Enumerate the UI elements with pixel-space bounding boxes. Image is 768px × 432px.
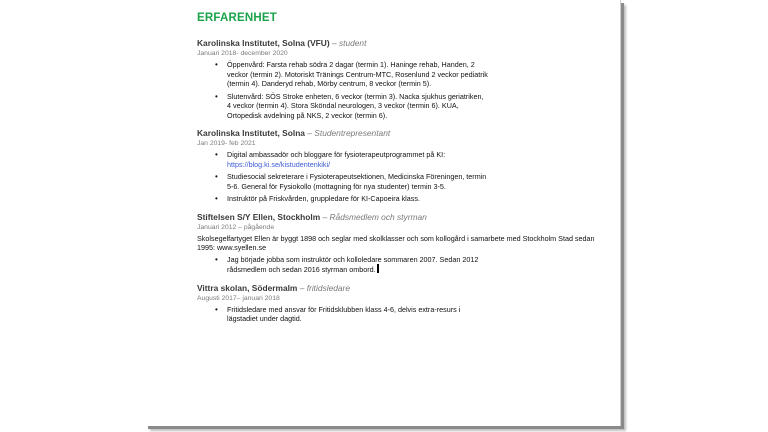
entry-heading bbox=[197, 38, 597, 49]
entry-dates: Januari 2018- december 2020 bbox=[197, 50, 288, 57]
entry-heading bbox=[197, 128, 597, 139]
list-item: • Instruktör på Friskvården, gruppledare för KI-Capoeira klass. bbox=[197, 194, 489, 204]
entry-organization: Karolinska Institutet, Solna bbox=[197, 128, 305, 138]
entry-bullet-list bbox=[197, 60, 597, 120]
entry-organization: Karolinska Institutet, Solna (VFU) bbox=[197, 38, 330, 48]
entry-dates: Augusti 2017– januari 2018 bbox=[197, 294, 280, 302]
experience-entry bbox=[197, 38, 597, 120]
list-item bbox=[197, 150, 489, 169]
entry-bullet-list bbox=[197, 305, 597, 324]
entry-bullet-list bbox=[197, 150, 597, 204]
experience-entry bbox=[197, 128, 597, 204]
experience-entry bbox=[197, 212, 597, 275]
entry-bullet-list bbox=[197, 255, 597, 275]
blog-link[interactable]: https://blog.ki.se/kistudentenkiki/ bbox=[227, 159, 331, 169]
entry-description: Skolsegelfartyget Ellen är byggt 1898 och seglar med skolklasser och som kollogård i samarbete med Stockholm Stad sedan 1995: www.syellen.se bbox=[197, 233, 595, 252]
bullet-text: Jag började jobba som instruktör och kolloledare sommaren 2007. Sedan 2012 rådsmedlem och sedan 2016 styrman ombord. bbox=[227, 254, 479, 274]
entry-heading bbox=[197, 212, 597, 223]
text-cursor bbox=[377, 264, 379, 273]
entry-role: – Studentrepresentant bbox=[307, 128, 391, 138]
section-title: ERFARENHET bbox=[197, 12, 277, 24]
entry-organization: Stiftelsen S/Y Ellen, Stockholm bbox=[197, 211, 321, 222]
list-item: • Slutenvård: SÖS Stroke enheten, 6 veckor (termin 3). Nacka sjukhus geriatriken, 4 veckor (termin 4). Stora Sköndal neurologen, 3 veckor (termin 6). KUA, Ortopedisk avdelning på NKS, 2 veckor (termin 6). bbox=[197, 92, 489, 121]
experience-entry bbox=[197, 283, 597, 324]
entry-heading bbox=[197, 283, 597, 294]
entry-role: – fritidsledare bbox=[299, 282, 350, 293]
entry-dates: Jan 2019- feb 2021 bbox=[197, 140, 256, 147]
cv-content bbox=[197, 12, 597, 332]
entry-role: – Rådsmedlem och styrman bbox=[322, 211, 427, 222]
list-item: • Fritidsledare med ansvar för Fritidsklubben klass 4-6, delvis extra-resurs i lägstadiet under dagtid. bbox=[197, 305, 489, 324]
document-page[interactable] bbox=[145, 0, 621, 426]
entry-organization: Vittra skolan, Södermalm bbox=[197, 282, 298, 293]
list-item: • Studiesocial sekreterare i Fysioterapeutsektionen, Medicinska Föreningen, termin 5-6. General för Fysiokollo (mottagning för nya studenter) termin 3-5. bbox=[197, 172, 489, 191]
entry-dates: Januari 2012 – pågående bbox=[197, 223, 275, 231]
entry-role: – student bbox=[331, 38, 367, 48]
list-item: • Öppenvård: Farsta rehab södra 2 dagar (termin 1). Haninge rehab, Handen, 2 veckor (termin 2). Motoriskt Tränings Centrum-MTC, Rosenlund 2 veckor pediatrik (termin 4). Danderyd rehab, Mörby centrum, 8 veckor (termin 5). bbox=[197, 60, 489, 89]
bullet-text: Digital ambassadör och bloggare för fysioterapeutprogrammet på KI: bbox=[227, 150, 446, 159]
list-item bbox=[197, 255, 513, 275]
